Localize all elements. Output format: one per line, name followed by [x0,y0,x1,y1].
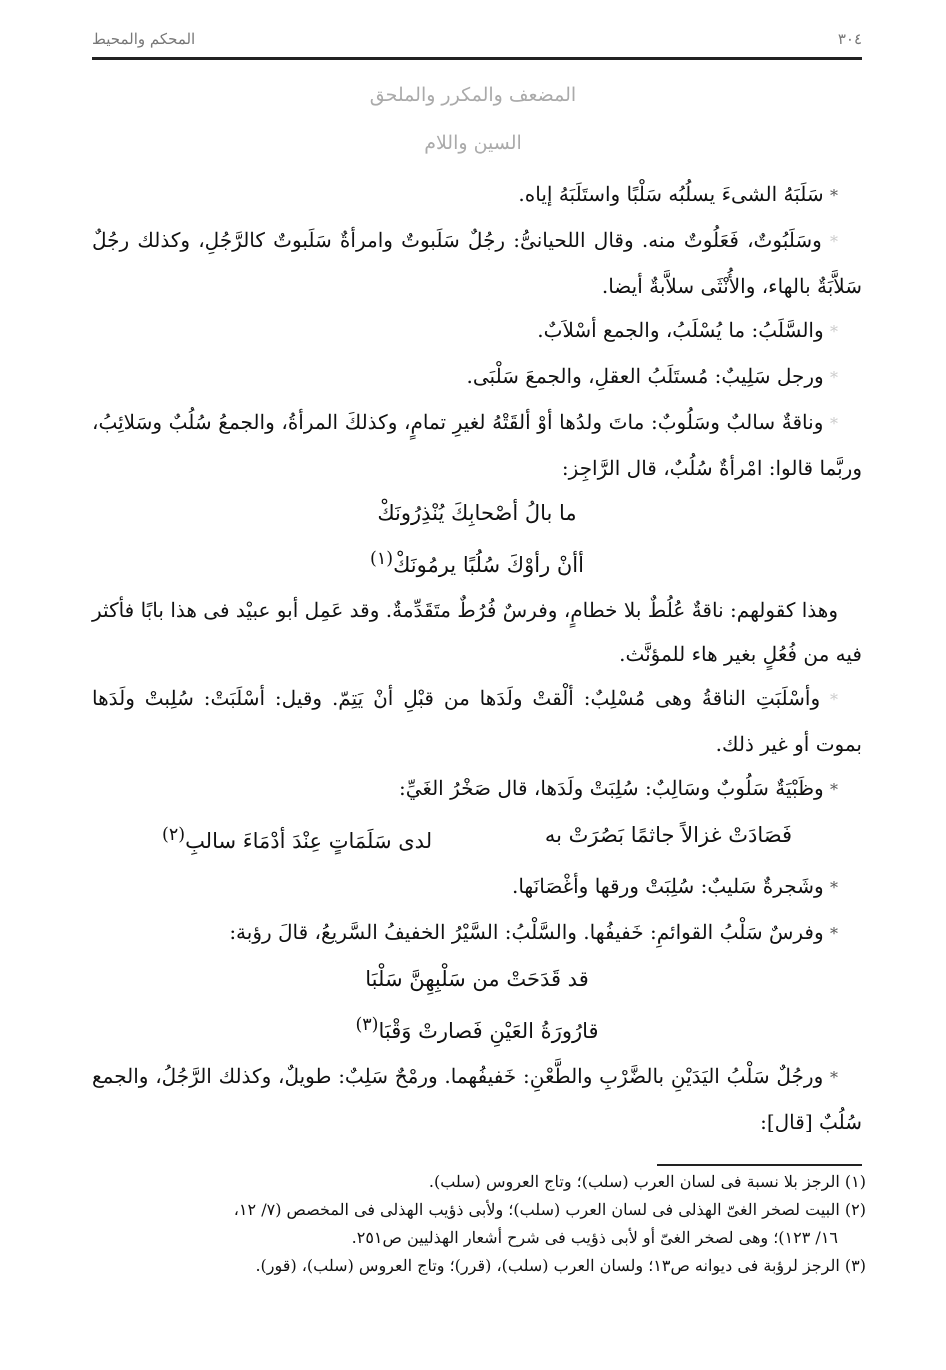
footnote [88,1252,866,1280]
footnote-ref: (٢) [162,825,186,845]
footnote-continuation: ١٦/ ١٢٣)؛ وهى لصخر الغىّ أو لأبى ذؤيب فى شرح أشعار الهذليين ص٢٥١. [351,1228,838,1247]
verse-hemistich: فَصَادَتْ غزالاً جاثمًا بَصُرَتْ به [544,823,792,847]
footnote [88,1196,866,1224]
running-title: المحكم والمحيط [92,30,196,48]
entry-star: * [830,690,839,709]
entry [92,910,862,956]
entry [92,172,862,218]
entry-star: * [830,878,838,897]
entry-star: * [830,232,838,251]
footnote-rule [657,1164,862,1166]
page-header [92,30,862,56]
verse-text: أأنْ رأوْكَ سُلُبًا يرمُونَكْ [393,553,584,577]
chapter-title: السين واللام [424,132,522,154]
verse-couplet [92,812,862,864]
verse-line [92,956,862,1002]
footnote-text: الرجز لرؤبة فى ديوانه ص١٣؛ ولسان العرب (سلب)، (قرر)؛ وتاج العروس (سلب)، (قور). [255,1256,840,1275]
entry-star: * [830,186,838,205]
section-title: المضعف والمكرر والملحق [369,84,577,106]
entry-star: * [830,368,838,387]
entry [92,864,862,910]
entry-star: * [830,1068,839,1087]
body-text [92,172,862,1144]
verse-text: ما بالُ أصْحابِكَ يُنْذِرُونَكْ [377,501,577,525]
verse-line [92,536,862,588]
verse-text: قارُورَةُ العَيْنِ فَصارتْ وَقْبَا [378,1019,599,1043]
entry-text: وفرسٌ سَلْبُ القوائمِ: خَفيفُها. والسَّلْبُ: السَّيْرُ الخفيفُ السَّريعُ، قالَ رؤبة: [229,920,824,944]
footnote-number: (٢) [844,1200,866,1219]
entry [92,400,862,490]
footnote-number: (١) [844,1172,866,1191]
entry-text: ورجل سَلِيبٌ: مُستَلَبُ العقلِ، والجمعَ سَلْبَى. [466,364,824,388]
verse-hemistich-2 [162,812,432,864]
entry [92,766,862,812]
footnote-ref: (٣) [355,1015,379,1035]
footnotes [88,1168,866,1280]
footnote [88,1168,866,1196]
entry [92,218,862,308]
entry-star: * [830,924,838,943]
entry [92,354,862,400]
footnote-text: البيت لصخر الغىّ الهذلى فى لسان العرب (سلب)؛ ولأبى ذؤيب الهذلى فى المخصص (٧/ ١٢، [233,1200,840,1219]
entry [92,588,862,676]
verse-line [92,1002,862,1054]
footnote-number: (٣) [844,1256,866,1275]
entry-text: وسَلَبُوتٌ، فَعَلُوتٌ منه. وقال اللحيانىُّ: رجُلٌ سَلَبوتٌ وامرأةٌ سَلَبوتٌ كالرَّجُلِ، وكذلك رجُلٌ سَلاَّبَةٌ بالهاء، والأُنْثَى سلاَّبةٌ أيضا. [92,228,862,298]
entry-text: والسَّلَبُ: ما يُسْلَبُ، والجمع أسْلاَبٌ. [537,318,824,342]
entry-text: سَلَبَهُ الشىءَ يسلُبُه سَلْبًا واستَلَبَهُ إياه. [518,182,824,206]
entry-text: وأسْلَبَتِ الناقةُ وهى مُسْلِبٌ: ألْقتْ ولَدَها من قبْلِ أنْ يَتِمّ. وقيل: أسْلَبَتْ: سُلِبتْ ولَدَها بموت أو غير ذلك. [92,686,862,756]
verse-hemistich-text: لدى سَلَمَاتٍ عِنْدَ أدْمَاءَ سالبِ [185,829,433,853]
footnote-text: الرجز بلا نسبة فى لسان العرب (سلب)؛ وتاج العروس (سلب). [428,1172,840,1191]
entry-text: وظَبْيَةٌ سَلُوبٌ وسَالِبٌ: سُلِبَتْ ولَدَها، قال صَخْرُ الغَيِّ: [399,776,824,800]
entry-star: * [830,322,838,341]
page-number: ٣٠٤ [837,30,862,48]
verse-line [92,490,862,536]
entry-text: وناقةٌ سالبٌ وسَلُوبٌ: ماتَ ولدُها أوْ ألقَتْهُ لغيرِ تمامٍ، وكذلكَ المرأةُ، والجمعُ سُلُبٌ وسَلائِبُ، وربَّما قالوا: امْرأةٌ سُلُبٌ، قال الرَّاجِز: [92,410,862,480]
entry [92,308,862,354]
entry-star: * [830,414,838,433]
entry-text: وهذا كقولهم: ناقةٌ عُلُطٌ بلا خطامٍ، وفرسٌ فُرُطٌ متَقَدِّمةٌ. وقد عَمِل أبو عبيْد فى هذا بابًا فأكثر فيه من فُعُلٍ بغير هاء للمؤنَّث. [92,598,862,666]
verse-text: قد قَدَحَتْ من سَلْبِهِنَّ سَلْبَا [365,967,589,991]
entry-text: وشَجرةٌ سَليبٌ: سُلِبَتْ ورقها وأغْصَانَها. [511,874,824,898]
entry [92,676,862,766]
entry [92,1054,862,1144]
entry-text: ورجُلٌ سَلْبُ اليَدَيْنِ بالضَّرْبِ والطَّعْنِ: خَفيفُهما. ورمْحٌ سَلِبٌ: طويلٌ، وكذلك الرَّجُلُ، والجمع سُلُبٌ [قال]: [92,1064,862,1134]
header-rule [92,57,862,60]
footnote-ref: (١) [370,549,394,569]
entry-star: * [830,780,838,799]
